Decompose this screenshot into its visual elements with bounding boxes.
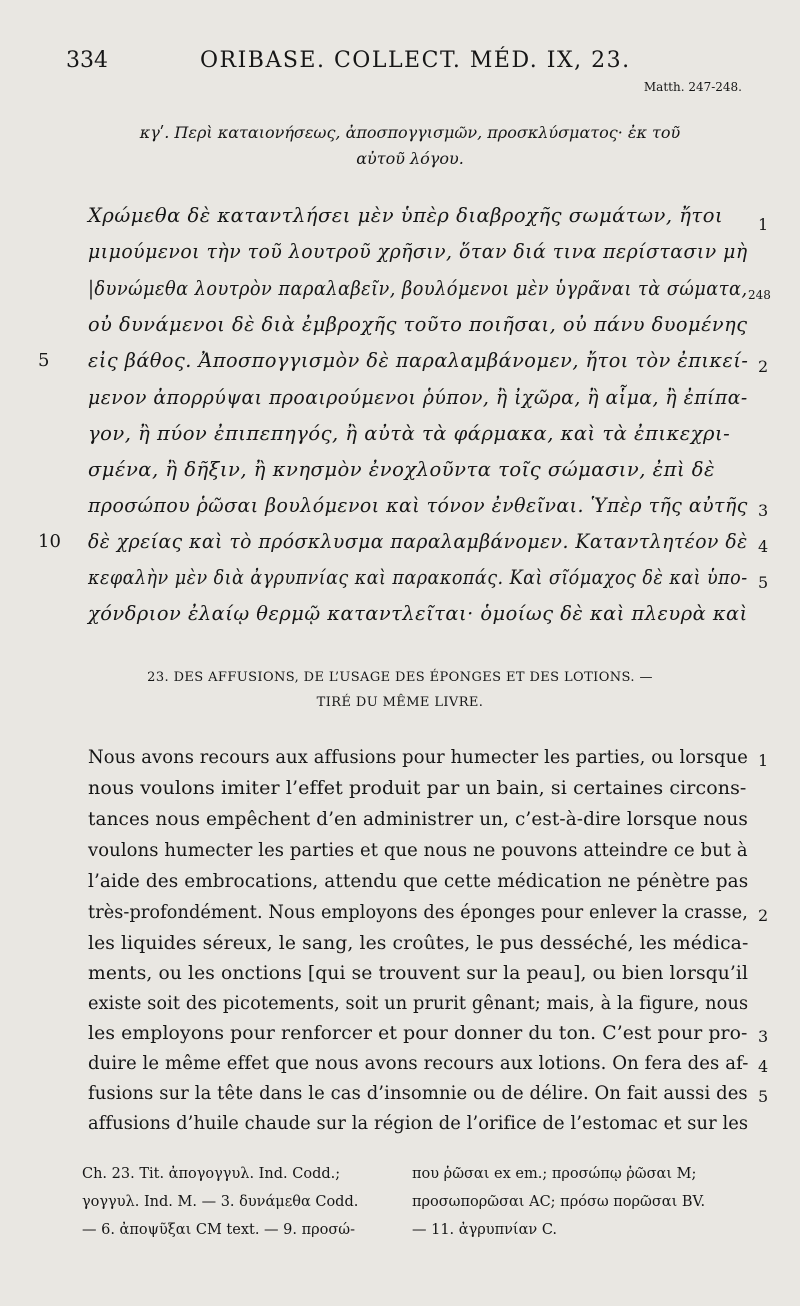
greek-text-line: προσώπου ῥῶσαι βουλόμενοι καὶ τόνον ἐνθεῖναι. Ὑπὲρ τῆς αὐτῆς [88, 494, 748, 517]
french-text-line: fusions sur la tête dans le cas d’insomnie ou de délire. On fait aussi des [88, 1082, 748, 1104]
french-text-line: affusions d’huile chaude sur la région de l’orifice de l’estomac et sur les [88, 1112, 749, 1134]
footnote-line: — 6. ἀποψῦξαι CM text. — 9. προσώ- [82, 1222, 356, 1238]
greek-title-line: κγʹ. Περὶ καταιονήσεως, ἀποσπογγισμῶν, προσκλύσματος· ἐκ τοῦ [139, 123, 681, 142]
french-paragraph-number: 1 [758, 751, 769, 770]
french-text-line: très-profondément. Nous employons des éponges pour enlever la crasse, [88, 901, 748, 923]
french-text-line: tances nous empêchent d’en administrer un, c’est-à-dire lorsque nous [88, 808, 748, 830]
french-section-title-line: 23. DES AFFUSIONS, DE L’USAGE DES ÉPONGES ET DES LOTIONS. — [147, 670, 653, 685]
page-number: 334 [66, 48, 108, 73]
footnote-line: γογγυλ. Ind. M. — 3. δυνάμεθα Codd. [82, 1194, 359, 1210]
french-text-line: existe soit des picotements, soit un prurit gênant; mais, à la figure, nous [88, 992, 749, 1014]
french-text-line: l’aide des embrocations, attendu que cette médication ne pénètre pas [88, 870, 749, 892]
greek-title-line: αὐτοῦ λόγου. [356, 149, 464, 168]
footnote-line: που ῥῶσαι ex em.; προσώπῳ ῥῶσαι M; [412, 1166, 697, 1182]
running-title: ORIBASE. COLLECT. MÉD. IX, 23. [200, 48, 631, 73]
footnote-line: προσωπορῶσαι AC; πρόσω πορῶσαι BV. [412, 1194, 706, 1210]
french-text-line: Nous avons recours aux affusions pour humecter les parties, ou lorsque [88, 746, 748, 768]
french-text-line: les liquides séreux, le sang, les croûtes, le pus desséché, les médica- [88, 932, 749, 954]
footnote-line: — 11. ἀγρυπνίαν C. [412, 1222, 558, 1238]
french-paragraph-number: 3 [758, 1027, 769, 1046]
greek-paragraph-number: 5 [758, 573, 769, 592]
french-text-line: voulons humecter les parties et que nous ne pouvons atteindre ce but à [88, 839, 748, 861]
greek-text-line: σμένα, ἢ δῆξιν, ἢ κνησμὸν ἐνοχλοῦντα τοῖς σώμασιν, ἐπὶ δὲ [88, 458, 716, 481]
greek-page-ref: 248 [748, 288, 771, 302]
greek-text-line: γον, ἢ πύον ἐπιπεπηγός, ἢ αὐτὰ τὰ φάρμακα, καὶ τὰ ἐπικεχρι- [88, 422, 731, 445]
greek-paragraph-number: 2 [758, 357, 769, 376]
greek-paragraph-number: 1 [758, 215, 769, 234]
footnote-line: Ch. 23. Tit. ἀπογογγυλ. Ind. Codd.; [82, 1166, 341, 1182]
greek-line-number: 10 [38, 531, 61, 552]
greek-text-line: |δυνώμεθα λουτρὸν παραλαβεῖν, βουλόμενοι μὲν ὑγρᾶναι τὰ σώματα, [88, 277, 748, 300]
french-paragraph-number: 4 [758, 1057, 769, 1076]
french-section-title-line: TIRÉ DU MÊME LIVRE. [316, 695, 484, 710]
reference-note: Matth. 247-248. [643, 80, 742, 94]
greek-paragraph-number: 3 [758, 501, 769, 520]
french-text-line: les employons pour renforcer et pour donner du ton. C’est pour pro- [88, 1022, 748, 1044]
greek-text-line: μενον ἀπορρύψαι προαιρούμενοι ῥύπον, ἢ ἰχῶρα, ἢ αἷμα, ἢ ἐπίπα- [88, 386, 748, 409]
greek-paragraph-number: 4 [758, 537, 769, 556]
greek-text-line: κεφαλὴν μὲν διὰ ἀγρυπνίας καὶ παρακοπάς. Καὶ σῖόμαχος δὲ καὶ ὑπο- [88, 566, 748, 589]
greek-text-line: χόνδριον ἐλαίῳ θερμῷ καταντλεῖται· ὁμοίως δὲ καὶ πλευρὰ καὶ [88, 602, 748, 625]
greek-text-line: μιμούμενοι τὴν τοῦ λουτροῦ χρῆσιν, ὅταν διά τινα περίστασιν μὴ [88, 240, 748, 263]
greek-text-line: εἰς βάθος. Ἀποσπογγισμὸν δὲ παραλαμβάνομεν, ἤτοι τὸν ἐπικεί- [88, 349, 749, 372]
french-paragraph-number: 5 [758, 1087, 769, 1106]
french-text-line: ments, ou les onctions [qui se trouvent sur la peau], ou bien lorsqu’il [88, 962, 749, 984]
greek-text-line: δὲ χρείας καὶ τὸ πρόσκλυσμα παραλαμβάνομεν. Καταντλητέον δὲ [88, 530, 748, 553]
french-text-line: duire le même effet que nous avons recours aux lotions. On fera des af- [88, 1052, 749, 1074]
french-paragraph-number: 2 [758, 906, 769, 925]
greek-text-line: οὐ δυνάμενοι δὲ διὰ ἐμβροχῆς τοῦτο ποιῆσαι, οὐ πάνυ δυομένης [88, 313, 748, 336]
greek-text-line: Χρώμεθα δὲ καταντλήσει μὲν ὑπὲρ διαβροχῆς σωμάτων, ἤτοι [88, 204, 724, 227]
greek-line-number: 5 [38, 350, 50, 371]
french-text-line: nous voulons imiter l’effet produit par un bain, si certaines circons- [88, 777, 747, 799]
